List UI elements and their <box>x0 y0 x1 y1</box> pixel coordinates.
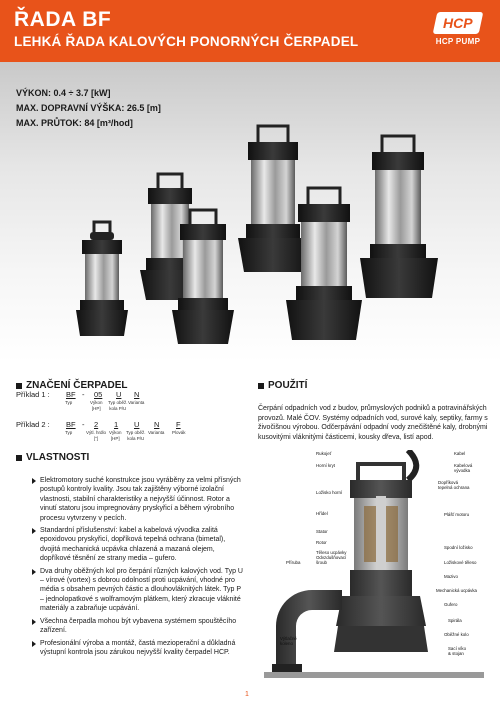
spec-head: MAX. DOPRAVNÍ VÝŠKA: 26.5 [m] <box>16 103 161 113</box>
features-section <box>16 452 246 660</box>
page-title: ŘADA BF <box>14 8 112 31</box>
cap-vykon: Výkon [HP] <box>90 400 103 411</box>
features-heading: VLASTNOSTI <box>16 452 246 463</box>
triangle-bullet-icon <box>32 641 36 647</box>
marking-heading: ZNAČENÍ ČERPADEL <box>16 380 127 391</box>
triangle-bullet-icon <box>32 619 36 625</box>
pump-back-tall <box>238 126 308 272</box>
hcp-logo <box>428 12 488 52</box>
page-header <box>0 0 500 62</box>
triangle-bullet-icon <box>32 569 36 575</box>
usage-heading: POUŽITÍ <box>258 380 488 391</box>
square-bullet-icon <box>258 383 264 389</box>
logo-mark <box>433 12 484 34</box>
pump-right-tall <box>360 136 438 298</box>
list-item: Standardní příslušenství: kabel a kabelová vývodka zalitá epoxidovou pryskyřicí, dopříková tepelná ochrana (bimetal), dvojitá mechanická ucpávka chlazená a mazaná olejem, dopříkové těsnění ze strany media – gufero. <box>16 526 246 564</box>
square-bullet-icon <box>16 383 22 389</box>
marking-examples <box>16 390 236 444</box>
usage-section <box>258 380 488 442</box>
logo-text: HCP <box>443 15 473 31</box>
marking-example-2: Příklad 2 : BF - 2 1 U N F Typ Výtl. hrdlo ["] Výkon [HP] Typ oběž. kola P/U Varianta Plovák <box>16 420 186 441</box>
list-item: Všechna čerpadla mohou být vybavena systémem spouštěcího zařízení. <box>16 617 246 636</box>
page-subtitle: LEHKÁ ŘADA KALOVÝCH PONORNÝCH ČERPADEL <box>14 34 359 49</box>
triangle-bullet-icon <box>32 528 36 534</box>
pump-cutaway-diagram: Rukojeť Horní kryt Ložisko horní Hřídel Stator Rotor Těleso ucpávky Odvzdušňovací šroub Příruba Výtlačné koleno Kabel Kabelová vývodka Dopříková tepelná ochrana Plášť motoru Spodní ložisko Ložiskové těleso Mazivo Mechanická ucpávka Gufero Spirála Oběžné kolo Sací víko & stojan <box>258 450 490 686</box>
usage-text: Čerpání odpadních vod z budov, průmyslových podniků a potravinářských provozů. Malé ČOV. Systémy odpadních vod, surové kaly, septiky, farmy s živočišnou výrobou. Odčerpávání odpadní vody znečištěné kaly, drobnými kusovitými vláknitými částicemi, kousky dřeva, listí apod. <box>258 405 488 441</box>
page-number: 1 <box>245 691 249 698</box>
pumps-photo <box>60 112 460 352</box>
logo-brand: HCP PUMP <box>435 37 481 46</box>
list-item: Dva druhy oběžných kol pro čerpání různých kalových vod. Typ U – vírové (vortex) s dobrou odolností proti ucpávání, vhodné pro média s obsahem pevných částic a dlouhovláknitých látek. Typ P – jednolopatkové s wolframovým plátkem, který zkracuje vláknité materiály a zabraňuje ucpávání. <box>16 567 246 614</box>
features-list <box>16 476 246 657</box>
triangle-bullet-icon <box>32 478 36 484</box>
list-item: Profesionální výroba a montáž, častá mezioperační a důkladná výstupní kontrola jsou zárukou nejvyšší kvality čerpadel HCP. <box>16 639 246 658</box>
list-item: Elektromotory suché konstrukce jsou vyráběny za velmi přísných postupů kontroly kvality. Jsou tak zajištěny výborné izolační vlastnosti, stabilní charakteristiky a nejvyšší účinnost. Rotor a vinutí statoru jsou impregnovány pryskyřicí a během výrobního procesu vytvrzeny v pecích. <box>16 476 246 523</box>
square-bullet-icon <box>16 455 22 461</box>
spec-power: VÝKON: 0.4 ÷ 3.7 [kW] <box>16 88 111 98</box>
spec-flow: MAX. PRŮTOK: 84 [m³/hod] <box>16 118 133 128</box>
marking-example-1: Příklad 1 : BF - 05 U N Typ Výkon [HP] Typ oběž. kola P/U Varianta <box>16 390 145 411</box>
pump-small-left <box>76 222 128 336</box>
